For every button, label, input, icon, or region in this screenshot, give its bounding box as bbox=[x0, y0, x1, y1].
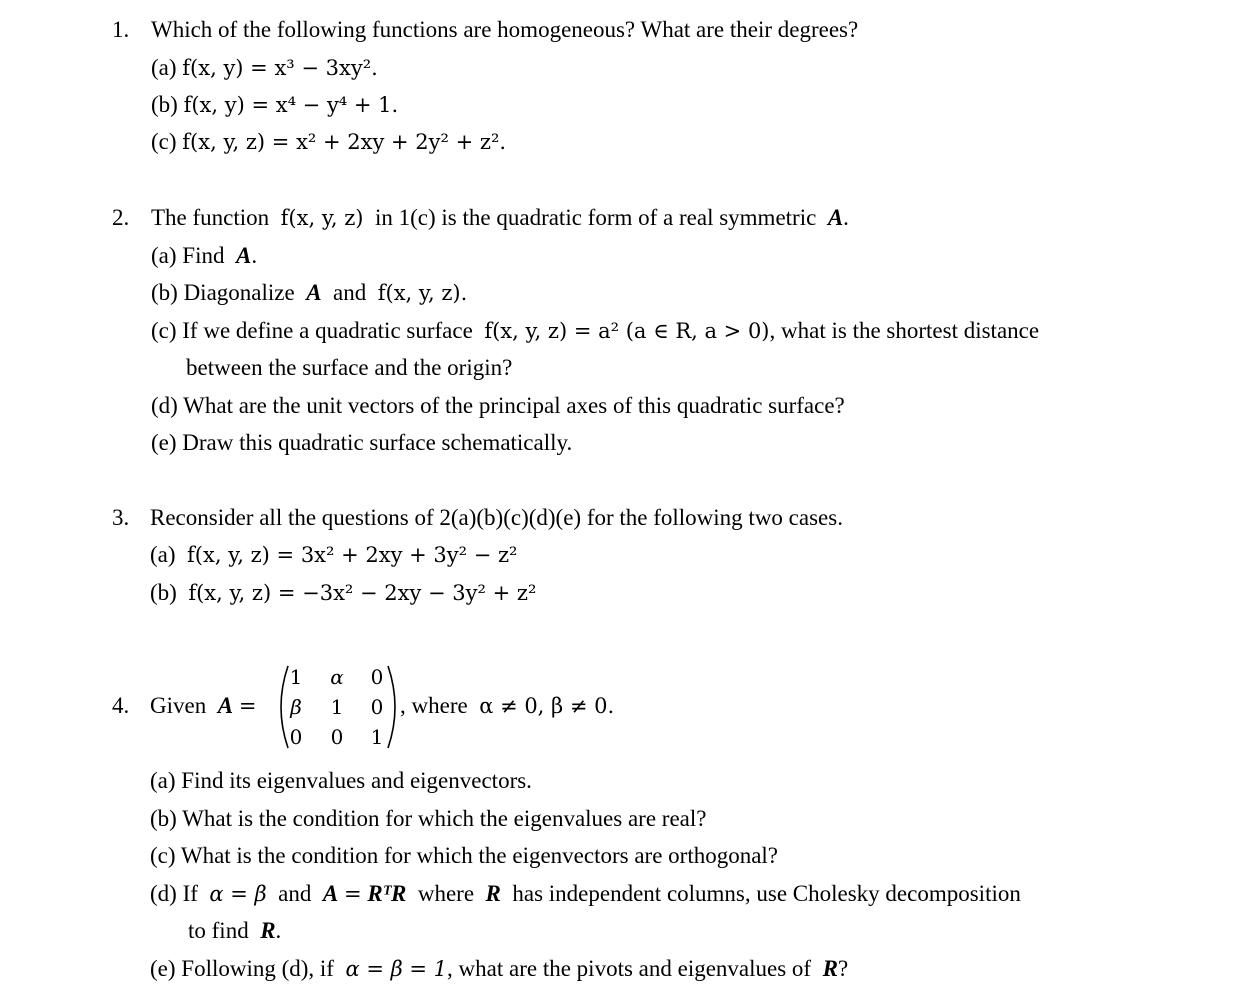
subquestion-2c-continuation: between the surface and the origin? bbox=[186, 355, 513, 380]
matrix-cell-3-2: 0 bbox=[330, 725, 344, 749]
subquestion-2d: (d) What are the unit vectors of the principal axes of this quadratic surface? bbox=[151, 393, 845, 418]
subquestion-4b: (b) What is the condition for which the eigenvalues are real? bbox=[150, 806, 707, 831]
subquestion-4d bbox=[150, 880, 1021, 908]
subquestion-label: (a) bbox=[151, 55, 177, 80]
text: (c) If we define a quadratic surface bbox=[151, 318, 473, 343]
text: and bbox=[278, 881, 312, 906]
subquestion-2a bbox=[151, 242, 257, 270]
subquestion-label: (c) bbox=[151, 129, 177, 154]
subquestion-label: (b) bbox=[151, 92, 178, 117]
question-number: 4. bbox=[112, 693, 130, 718]
matrix-cell-1-2: α bbox=[330, 665, 344, 689]
matrix-A bbox=[274, 664, 402, 750]
text: . bbox=[843, 205, 849, 230]
matrix-symbol: A bbox=[217, 693, 234, 718]
matrix-symbol: A bbox=[306, 280, 322, 305]
matrix-cell-1-1: 1 bbox=[289, 665, 303, 689]
subquestion-3a bbox=[150, 541, 517, 569]
math-expression: f(x, y, z) = 3x² + 2xy + 3y² − z² bbox=[187, 543, 518, 567]
math-expression: f(x, y) = x³ − 3xy². bbox=[182, 56, 378, 80]
question-given bbox=[150, 692, 256, 720]
matrix-cell-1-3: 0 bbox=[370, 665, 384, 689]
math-expression: f(x, y, z) = −3x² − 2xy − 3y² + z² bbox=[188, 581, 537, 605]
matrix-symbol: R bbox=[822, 956, 838, 981]
text: has independent columns, use Cholesky decomposition bbox=[512, 881, 1021, 906]
text: to find bbox=[188, 918, 249, 943]
text: (d) If bbox=[150, 881, 198, 906]
math-expression: f(x, y, z) = x² + 2xy + 2y² + z². bbox=[182, 130, 507, 154]
text: , what is the shortest distance bbox=[769, 318, 1040, 343]
text: and bbox=[333, 280, 367, 305]
text: The function bbox=[151, 205, 270, 230]
matrix-cell-3-1: 0 bbox=[289, 725, 303, 749]
math-expression: f(x, y, z) bbox=[280, 206, 364, 230]
text: where bbox=[417, 881, 475, 906]
question-text: Reconsider all the questions of 2(a)(b)(c)(d)(e) for the following two cases. bbox=[150, 505, 843, 530]
equals-sign: = bbox=[238, 694, 257, 718]
text: . bbox=[251, 243, 258, 268]
question-number: 3. bbox=[112, 505, 130, 530]
matrix-cell-2-1: β bbox=[290, 695, 302, 719]
question-condition bbox=[400, 692, 614, 720]
equals-sign: = bbox=[343, 882, 362, 906]
text: in 1(c) is the quadratic form of a real symmetric bbox=[375, 205, 817, 230]
subquestion-4a: (a) Find its eigenvalues and eigenvectors. bbox=[150, 768, 532, 793]
subquestion-1b bbox=[151, 91, 398, 119]
matrix-symbol: A bbox=[235, 243, 252, 268]
matrix-expression: RᵀR bbox=[367, 881, 407, 906]
matrix-symbol: A bbox=[827, 205, 844, 230]
text: , what are the pivots and eigenvalues of bbox=[447, 956, 812, 981]
subquestion-2b bbox=[151, 279, 467, 307]
subquestion-1c bbox=[151, 128, 506, 156]
text: Given bbox=[150, 693, 207, 718]
matrix-symbol: A bbox=[322, 881, 339, 906]
matrix-cell-3-3: 1 bbox=[370, 725, 384, 749]
subquestion-4d-continuation bbox=[188, 917, 281, 945]
math-expression: f(x, y, z) = a² (a ∈ R, a > 0) bbox=[484, 319, 770, 343]
subquestion-1a bbox=[151, 54, 378, 82]
math-expression: α = β bbox=[209, 882, 267, 906]
math-expression: f(x, y) = x⁴ − y⁴ + 1. bbox=[183, 93, 399, 117]
math-expression: f(x, y, z). bbox=[377, 281, 468, 305]
matrix-symbol: R bbox=[485, 881, 501, 906]
question-text bbox=[151, 204, 849, 232]
subquestion-2c bbox=[151, 317, 1039, 345]
subquestion-4c: (c) What is the condition for which the eigenvectors are orthogonal? bbox=[150, 843, 779, 868]
matrix-cell-2-2: 1 bbox=[330, 695, 344, 719]
subquestion-2e: (e) Draw this quadratic surface schematically. bbox=[151, 430, 573, 455]
matrix-symbol: R bbox=[260, 918, 276, 943]
text: (a) Find bbox=[151, 243, 225, 268]
text: ? bbox=[837, 956, 849, 981]
subquestion-label: (a) bbox=[150, 542, 176, 567]
question-text: Which of the following functions are homogeneous? What are their degrees? bbox=[151, 17, 859, 42]
question-number: 2. bbox=[112, 205, 130, 230]
text: , where bbox=[400, 693, 468, 718]
subquestion-4e bbox=[150, 955, 848, 983]
math-expression: α = β = 1 bbox=[345, 957, 448, 981]
subquestion-3b bbox=[150, 579, 536, 607]
matrix-cell-2-3: 0 bbox=[370, 695, 384, 719]
text: . bbox=[275, 918, 282, 943]
math-expression: α ≠ 0, β ≠ 0. bbox=[479, 694, 615, 718]
text: (e) Following (d), if bbox=[150, 956, 334, 981]
subquestion-label: (b) bbox=[150, 580, 177, 605]
text: (b) Diagonalize bbox=[151, 280, 295, 305]
question-number: 1. bbox=[112, 17, 130, 42]
